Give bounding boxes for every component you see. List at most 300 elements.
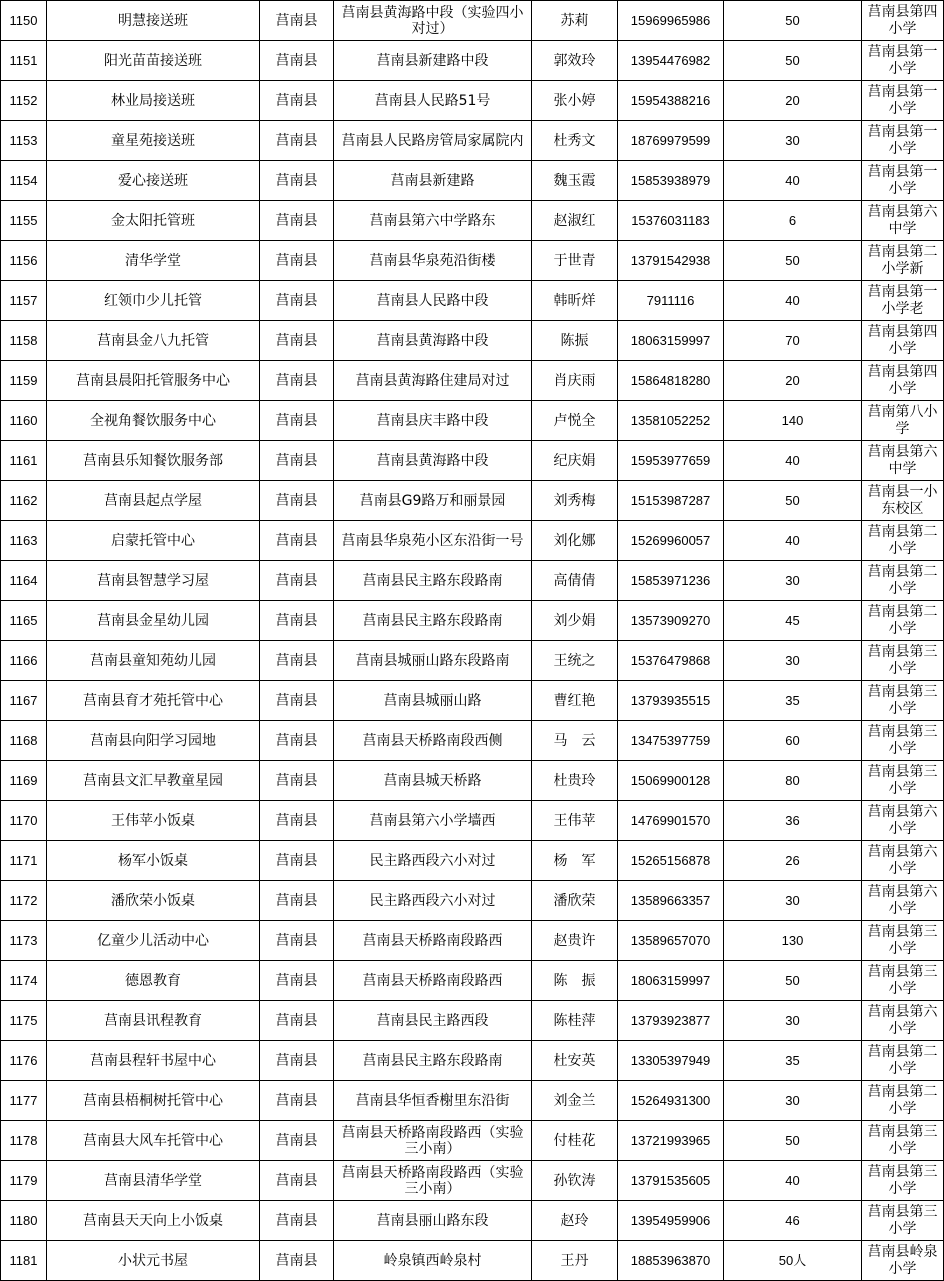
contact-person-cell: 刘化娜 [532, 521, 618, 561]
address-cell: 莒南县G9路万和丽景园 [334, 481, 532, 521]
contact-person-cell: 王伟苹 [532, 801, 618, 841]
contact-person-cell: 杜安英 [532, 1041, 618, 1081]
capacity-cell: 35 [724, 681, 862, 721]
address-cell: 民主路西段六小对过 [334, 841, 532, 881]
county-cell: 莒南县 [260, 1201, 334, 1241]
address-cell: 莒南县第六小学墙西 [334, 801, 532, 841]
contact-person-cell: 陈 振 [532, 961, 618, 1001]
school-text: 莒南县第一小学 [867, 83, 938, 117]
facility-name-cell: 潘欣荣小饭桌 [47, 881, 260, 921]
address-cell: 莒南县城丽山路东段路南 [334, 641, 532, 681]
county-cell: 莒南县 [260, 841, 334, 881]
county-cell: 莒南县 [260, 161, 334, 201]
school-cell [862, 1201, 944, 1241]
county-cell: 莒南县 [260, 561, 334, 601]
facility-name-cell: 金太阳托管班 [47, 201, 260, 241]
school-cell [862, 601, 944, 641]
county-cell: 莒南县 [260, 441, 334, 481]
capacity-cell: 70 [724, 321, 862, 361]
table-row [1, 561, 944, 601]
school-cell [862, 161, 944, 201]
table-row [1, 1, 944, 41]
row-number-cell: 1153 [1, 121, 47, 161]
school-cell [862, 681, 944, 721]
row-number-cell: 1154 [1, 161, 47, 201]
contact-person-cell: 杜贵玲 [532, 761, 618, 801]
school-cell [862, 241, 944, 281]
address-cell: 莒南县人民路房管局家属院内 [334, 121, 532, 161]
row-number-cell: 1175 [1, 1001, 47, 1041]
address-cell: 莒南县新建路中段 [334, 41, 532, 81]
capacity-cell: 26 [724, 841, 862, 881]
phone-cell: 13954476982 [618, 41, 724, 81]
county-cell: 莒南县 [260, 601, 334, 641]
phone-cell: 13793935515 [618, 681, 724, 721]
facility-name-cell: 莒南县清华学堂 [47, 1161, 260, 1201]
row-number-cell: 1166 [1, 641, 47, 681]
school-text: 莒南县第四小学 [867, 3, 938, 37]
facility-name-cell: 林业局接送班 [47, 81, 260, 121]
table-row [1, 201, 944, 241]
contact-person-cell: 杨 军 [532, 841, 618, 881]
table-row [1, 641, 944, 681]
school-text: 莒南县岭泉小学 [867, 1243, 938, 1277]
county-cell: 莒南县 [260, 121, 334, 161]
row-number-cell: 1152 [1, 81, 47, 121]
school-cell [862, 401, 944, 441]
county-cell: 莒南县 [260, 481, 334, 521]
school-text: 莒南县第二小学 [867, 603, 938, 637]
contact-person-cell: 纪庆娟 [532, 441, 618, 481]
school-text: 莒南县第二小学 [867, 1043, 938, 1077]
phone-cell: 13581052252 [618, 401, 724, 441]
contact-person-cell: 高倩倩 [532, 561, 618, 601]
table-row [1, 481, 944, 521]
capacity-cell: 50 [724, 241, 862, 281]
school-cell [862, 201, 944, 241]
phone-cell: 13954959906 [618, 1201, 724, 1241]
school-text: 莒南县第四小学 [867, 323, 938, 357]
county-cell: 莒南县 [260, 961, 334, 1001]
school-cell [862, 841, 944, 881]
address-cell: 岭泉镇西岭泉村 [334, 1241, 532, 1281]
table-row [1, 681, 944, 721]
school-cell [862, 1161, 944, 1201]
county-cell: 莒南县 [260, 361, 334, 401]
facility-name-cell: 爱心接送班 [47, 161, 260, 201]
capacity-cell: 36 [724, 801, 862, 841]
capacity-cell: 140 [724, 401, 862, 441]
school-text: 莒南县第二小学 [867, 563, 938, 597]
address-cell: 莒南县天桥路南段路西（实验三小南） [334, 1161, 532, 1201]
phone-cell: 18063159997 [618, 961, 724, 1001]
contact-person-cell: 付桂花 [532, 1121, 618, 1161]
phone-cell: 15069900128 [618, 761, 724, 801]
facility-name-cell: 清华学堂 [47, 241, 260, 281]
capacity-cell: 30 [724, 121, 862, 161]
table-row [1, 1041, 944, 1081]
school-cell [862, 1, 944, 41]
contact-person-cell: 韩昕烊 [532, 281, 618, 321]
facility-name-cell: 亿童少儿活动中心 [47, 921, 260, 961]
capacity-cell: 130 [724, 921, 862, 961]
table-row [1, 41, 944, 81]
row-number-cell: 1159 [1, 361, 47, 401]
table-row [1, 361, 944, 401]
facility-name-cell: 莒南县程轩书屋中心 [47, 1041, 260, 1081]
address-cell: 莒南县黄海路中段 [334, 441, 532, 481]
row-number-cell: 1177 [1, 1081, 47, 1121]
contact-person-cell: 王统之 [532, 641, 618, 681]
phone-cell: 13573909270 [618, 601, 724, 641]
school-text: 莒南县第六小学 [867, 883, 938, 917]
capacity-cell: 46 [724, 1201, 862, 1241]
table-row [1, 601, 944, 641]
facility-name-cell: 莒南县文汇早教童星园 [47, 761, 260, 801]
county-cell: 莒南县 [260, 1041, 334, 1081]
table-row [1, 521, 944, 561]
address-cell: 莒南县华泉苑沿街楼 [334, 241, 532, 281]
table-row [1, 801, 944, 841]
school-text: 莒南县第三小学 [867, 923, 938, 957]
row-number-cell: 1171 [1, 841, 47, 881]
row-number-cell: 1161 [1, 441, 47, 481]
county-cell: 莒南县 [260, 201, 334, 241]
school-cell [862, 921, 944, 961]
phone-cell: 13589657070 [618, 921, 724, 961]
table-row [1, 1121, 944, 1161]
school-cell [862, 1041, 944, 1081]
table-row [1, 321, 944, 361]
school-cell [862, 441, 944, 481]
capacity-cell: 40 [724, 281, 862, 321]
capacity-cell: 30 [724, 1001, 862, 1041]
county-cell: 莒南县 [260, 1241, 334, 1281]
capacity-cell: 50 [724, 481, 862, 521]
address-cell: 莒南县庆丰路中段 [334, 401, 532, 441]
facility-name-cell: 莒南县向阳学习园地 [47, 721, 260, 761]
facility-name-cell: 莒南县金星幼儿园 [47, 601, 260, 641]
row-number-cell: 1178 [1, 1121, 47, 1161]
address-cell: 莒南县天桥路南段路西（实验三小南） [334, 1121, 532, 1161]
table-row [1, 121, 944, 161]
row-number-cell: 1173 [1, 921, 47, 961]
row-number-cell: 1176 [1, 1041, 47, 1081]
facility-name-cell: 莒南县童知苑幼儿园 [47, 641, 260, 681]
county-cell: 莒南县 [260, 721, 334, 761]
facility-name-cell: 杨军小饭桌 [47, 841, 260, 881]
contact-person-cell: 王丹 [532, 1241, 618, 1281]
phone-cell: 15265156878 [618, 841, 724, 881]
capacity-cell: 30 [724, 641, 862, 681]
school-cell [862, 521, 944, 561]
school-cell [862, 721, 944, 761]
table-row [1, 1001, 944, 1041]
school-cell [862, 41, 944, 81]
capacity-cell: 50 [724, 1121, 862, 1161]
school-cell [862, 481, 944, 521]
capacity-cell: 50人 [724, 1241, 862, 1281]
capacity-cell: 50 [724, 961, 862, 1001]
county-cell: 莒南县 [260, 1001, 334, 1041]
row-number-cell: 1158 [1, 321, 47, 361]
county-cell: 莒南县 [260, 801, 334, 841]
capacity-cell: 30 [724, 881, 862, 921]
capacity-cell: 35 [724, 1041, 862, 1081]
phone-cell: 15376031183 [618, 201, 724, 241]
phone-cell: 18769979599 [618, 121, 724, 161]
table-row [1, 1161, 944, 1201]
phone-cell: 15153987287 [618, 481, 724, 521]
school-text: 莒南县第二小学 [867, 1083, 938, 1117]
capacity-cell: 20 [724, 81, 862, 121]
county-cell: 莒南县 [260, 761, 334, 801]
phone-cell: 13475397759 [618, 721, 724, 761]
phone-cell: 15853971236 [618, 561, 724, 601]
phone-cell: 15864818280 [618, 361, 724, 401]
address-cell: 莒南县民主路西段 [334, 1001, 532, 1041]
phone-cell: 15269960057 [618, 521, 724, 561]
capacity-cell: 45 [724, 601, 862, 641]
row-number-cell: 1156 [1, 241, 47, 281]
school-cell [862, 361, 944, 401]
table-row [1, 401, 944, 441]
school-cell [862, 1081, 944, 1121]
school-text: 莒南县第三小学 [867, 723, 938, 757]
phone-cell: 13721993965 [618, 1121, 724, 1161]
phone-cell: 14769901570 [618, 801, 724, 841]
county-cell: 莒南县 [260, 921, 334, 961]
row-number-cell: 1169 [1, 761, 47, 801]
facility-name-cell: 莒南县智慧学习屋 [47, 561, 260, 601]
facility-name-cell: 德恩教育 [47, 961, 260, 1001]
school-cell [862, 561, 944, 601]
table-row [1, 161, 944, 201]
table-row [1, 1241, 944, 1281]
phone-cell: 15853938979 [618, 161, 724, 201]
school-text: 莒南县第三小学 [867, 763, 938, 797]
row-number-cell: 1172 [1, 881, 47, 921]
school-cell [862, 121, 944, 161]
school-text: 莒南县第四小学 [867, 363, 938, 397]
row-number-cell: 1181 [1, 1241, 47, 1281]
row-number-cell: 1150 [1, 1, 47, 41]
school-text: 莒南县第三小学 [867, 963, 938, 997]
county-cell: 莒南县 [260, 881, 334, 921]
capacity-cell: 40 [724, 1161, 862, 1201]
phone-cell: 15969965986 [618, 1, 724, 41]
contact-person-cell: 刘金兰 [532, 1081, 618, 1121]
school-cell [862, 1241, 944, 1281]
facility-name-cell: 莒南县讯程教育 [47, 1001, 260, 1041]
address-cell: 民主路西段六小对过 [334, 881, 532, 921]
school-cell [862, 881, 944, 921]
county-cell: 莒南县 [260, 1081, 334, 1121]
capacity-cell: 40 [724, 161, 862, 201]
school-text: 莒南县第二小学 [867, 523, 938, 557]
county-cell: 莒南县 [260, 521, 334, 561]
school-text: 莒南县第三小学 [867, 643, 938, 677]
contact-person-cell: 张小婷 [532, 81, 618, 121]
contact-person-cell: 陈桂萍 [532, 1001, 618, 1041]
capacity-cell: 60 [724, 721, 862, 761]
facility-name-cell: 莒南县天天向上小饭桌 [47, 1201, 260, 1241]
table-row [1, 921, 944, 961]
phone-cell: 13791542938 [618, 241, 724, 281]
contact-person-cell: 魏玉霞 [532, 161, 618, 201]
capacity-cell: 80 [724, 761, 862, 801]
address-cell: 莒南县天桥路南段路西 [334, 961, 532, 1001]
address-cell: 莒南县丽山路东段 [334, 1201, 532, 1241]
county-cell: 莒南县 [260, 681, 334, 721]
row-number-cell: 1157 [1, 281, 47, 321]
phone-cell: 13305397949 [618, 1041, 724, 1081]
school-cell [862, 281, 944, 321]
row-number-cell: 1160 [1, 401, 47, 441]
school-text: 莒南县第六中学 [867, 203, 938, 237]
capacity-cell: 50 [724, 41, 862, 81]
address-cell: 莒南县黄海路中段 [334, 321, 532, 361]
address-cell: 莒南县人民路中段 [334, 281, 532, 321]
table-row [1, 761, 944, 801]
capacity-cell: 20 [724, 361, 862, 401]
county-cell: 莒南县 [260, 1, 334, 41]
contact-person-cell: 刘少娟 [532, 601, 618, 641]
capacity-cell: 40 [724, 441, 862, 481]
school-text: 莒南县第六小学 [867, 1003, 938, 1037]
county-cell: 莒南县 [260, 401, 334, 441]
facility-name-cell: 莒南县乐知餐饮服务部 [47, 441, 260, 481]
county-cell: 莒南县 [260, 1121, 334, 1161]
table-body [1, 1, 944, 1281]
facility-name-cell: 阳光苗苗接送班 [47, 41, 260, 81]
row-number-cell: 1174 [1, 961, 47, 1001]
school-cell [862, 961, 944, 1001]
capacity-cell: 30 [724, 561, 862, 601]
facility-name-cell: 全视角餐饮服务中心 [47, 401, 260, 441]
school-text: 莒南县第一小学老 [867, 283, 938, 317]
contact-person-cell: 卢悦全 [532, 401, 618, 441]
row-number-cell: 1162 [1, 481, 47, 521]
table-row [1, 841, 944, 881]
county-cell: 莒南县 [260, 641, 334, 681]
address-cell: 莒南县黄海路中段（实验四小对过） [334, 1, 532, 41]
facility-name-cell: 童星苑接送班 [47, 121, 260, 161]
county-cell: 莒南县 [260, 1161, 334, 1201]
address-cell: 莒南县新建路 [334, 161, 532, 201]
table-row [1, 1201, 944, 1241]
school-text: 莒南县第二小学新 [867, 243, 938, 277]
contact-person-cell: 陈振 [532, 321, 618, 361]
school-text: 莒南县第六小学 [867, 803, 938, 837]
county-cell: 莒南县 [260, 41, 334, 81]
school-cell [862, 1001, 944, 1041]
school-text: 莒南县第三小学 [867, 1163, 938, 1197]
facility-name-cell: 启蒙托管中心 [47, 521, 260, 561]
table-row [1, 281, 944, 321]
contact-person-cell: 赵贵许 [532, 921, 618, 961]
phone-cell: 13791535605 [618, 1161, 724, 1201]
school-cell [862, 761, 944, 801]
school-text: 莒南县第六中学 [867, 443, 938, 477]
facility-name-cell: 王伟苹小饭桌 [47, 801, 260, 841]
school-cell [862, 641, 944, 681]
table-row [1, 1081, 944, 1121]
address-cell: 莒南县天桥路南段路西 [334, 921, 532, 961]
address-cell: 莒南县天桥路南段西侧 [334, 721, 532, 761]
capacity-cell: 50 [724, 1, 862, 41]
table-row [1, 721, 944, 761]
contact-person-cell: 赵玲 [532, 1201, 618, 1241]
phone-cell: 15954388216 [618, 81, 724, 121]
contact-person-cell: 刘秀梅 [532, 481, 618, 521]
contact-person-cell: 苏莉 [532, 1, 618, 41]
school-text: 莒南县第一小学 [867, 163, 938, 197]
row-number-cell: 1170 [1, 801, 47, 841]
contact-person-cell: 杜秀文 [532, 121, 618, 161]
facility-name-cell: 明慧接送班 [47, 1, 260, 41]
table-row [1, 961, 944, 1001]
table-row [1, 881, 944, 921]
facility-name-cell: 莒南县梧桐树托管中心 [47, 1081, 260, 1121]
contact-person-cell: 潘欣荣 [532, 881, 618, 921]
county-cell: 莒南县 [260, 241, 334, 281]
contact-person-cell: 赵淑红 [532, 201, 618, 241]
address-cell: 莒南县第六中学路东 [334, 201, 532, 241]
county-cell: 莒南县 [260, 321, 334, 361]
address-cell: 莒南县黄海路住建局对过 [334, 361, 532, 401]
capacity-cell: 40 [724, 521, 862, 561]
contact-person-cell: 于世青 [532, 241, 618, 281]
row-number-cell: 1155 [1, 201, 47, 241]
phone-cell: 13793923877 [618, 1001, 724, 1041]
address-cell: 莒南县城丽山路 [334, 681, 532, 721]
table-row [1, 441, 944, 481]
address-cell: 莒南县城天桥路 [334, 761, 532, 801]
contact-person-cell: 曹红艳 [532, 681, 618, 721]
facility-name-cell: 莒南县大风车托管中心 [47, 1121, 260, 1161]
row-number-cell: 1151 [1, 41, 47, 81]
school-text: 莒南县第三小学 [867, 1203, 938, 1237]
capacity-cell: 30 [724, 1081, 862, 1121]
school-text: 莒南县第一小学 [867, 123, 938, 157]
county-cell: 莒南县 [260, 81, 334, 121]
phone-cell: 18063159997 [618, 321, 724, 361]
facility-name-cell: 莒南县起点学屋 [47, 481, 260, 521]
school-text: 莒南第八小学 [867, 403, 938, 437]
row-number-cell: 1180 [1, 1201, 47, 1241]
address-cell: 莒南县民主路东段路南 [334, 1041, 532, 1081]
facility-name-cell: 小状元书屋 [47, 1241, 260, 1281]
school-cell [862, 1121, 944, 1161]
county-cell: 莒南县 [260, 281, 334, 321]
school-text: 莒南县第三小学 [867, 1123, 938, 1157]
facility-name-cell: 莒南县晨阳托管服务中心 [47, 361, 260, 401]
phone-cell: 15953977659 [618, 441, 724, 481]
row-number-cell: 1165 [1, 601, 47, 641]
row-number-cell: 1164 [1, 561, 47, 601]
contact-person-cell: 郭效玲 [532, 41, 618, 81]
contact-person-cell: 肖庆雨 [532, 361, 618, 401]
facility-name-cell: 莒南县金八九托管 [47, 321, 260, 361]
row-number-cell: 1179 [1, 1161, 47, 1201]
phone-cell: 18853963870 [618, 1241, 724, 1281]
row-number-cell: 1167 [1, 681, 47, 721]
phone-cell: 15264931300 [618, 1081, 724, 1121]
contact-person-cell: 孙钦涛 [532, 1161, 618, 1201]
school-cell [862, 81, 944, 121]
phone-cell: 13589663357 [618, 881, 724, 921]
